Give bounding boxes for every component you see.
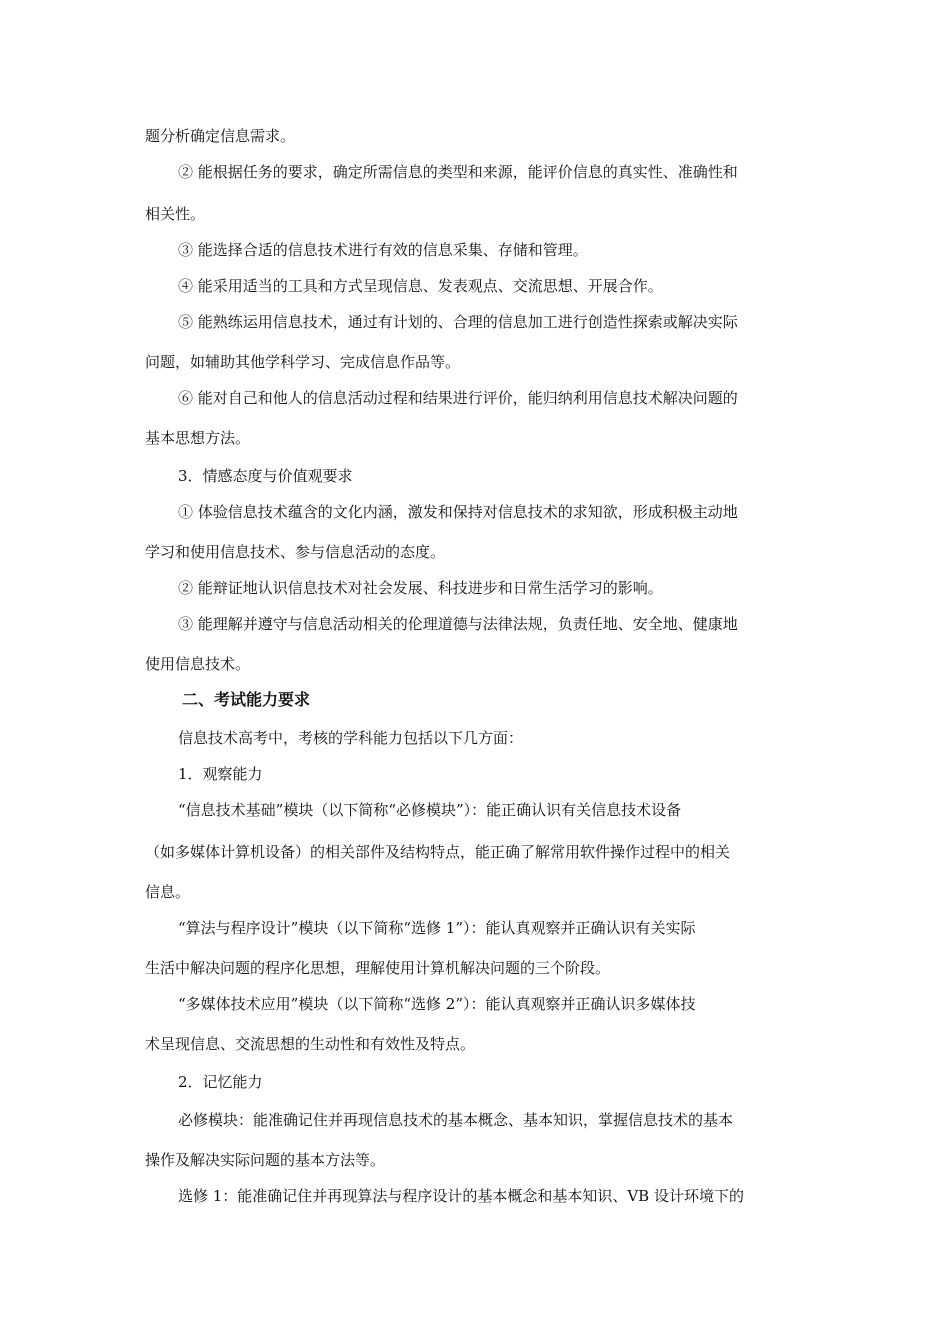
section-heading: 二、考试能力要求: [182, 690, 311, 709]
paragraph-line: 选修 1：能准确记住并再现算法与程序设计的基本概念和基本知识、VB 设计环境下的: [178, 1187, 744, 1205]
paragraph-line: （如多媒体计算机设备）的相关部件及结构特点，能正确了解常用软件操作过程中的相关: [145, 843, 731, 861]
paragraph-line: 相关性。: [145, 205, 206, 223]
paragraph-line: ④ 能采用适当的工具和方式呈现信息、发表观点、交流思想、开展合作。: [178, 277, 663, 295]
paragraph-line: 使用信息技术。: [145, 655, 251, 673]
paragraph-line: 术呈现信息、交流思想的生动性和有效性及特点。: [145, 1035, 476, 1053]
section-subheading: 2．记忆能力: [178, 1073, 263, 1091]
paragraph-line: 信息。: [145, 883, 191, 901]
section-subheading: 1．观察能力: [178, 765, 263, 783]
paragraph-line: 题分析确定信息需求。: [145, 127, 296, 145]
paragraph-line: 问题，如辅助其他学科学习、完成信息作品等。: [145, 353, 461, 371]
paragraph-line: 学习和使用信息技术、参与信息活动的态度。: [145, 543, 446, 561]
paragraph-line: 基本思想方法。: [145, 429, 251, 447]
paragraph-line: “算法与程序设计”模块（以下简称“选修 1”）：能认真观察并正确认识有关实际: [178, 919, 696, 937]
paragraph-line: 信息技术高考中，考核的学科能力包括以下几方面：: [178, 729, 524, 747]
paragraph-line: ⑥ 能对自己和他人的信息活动过程和结果进行评价，能归纳利用信息技术解决问题的: [178, 389, 738, 407]
paragraph-line: 生活中解决问题的程序化思想，理解使用计算机解决问题的三个阶段。: [145, 959, 611, 977]
paragraph-line: ③ 能理解并遵守与信息活动相关的伦理道德与法律法规，负责任地、安全地、健康地: [178, 615, 738, 633]
paragraph-line: 必修模块：能准确记住并再现信息技术的基本概念、基本知识，掌握信息技术的基本: [178, 1111, 734, 1129]
paragraph-line: ③ 能选择合适的信息技术进行有效的信息采集、存储和管理。: [178, 241, 588, 259]
paragraph-line: “信息技术基础”模块（以下简称“必修模块”）：能正确认识有关信息技术设备: [178, 801, 682, 819]
paragraph-line: “多媒体技术应用”模块（以下简称“选修 2”）：能认真观察并正确认识多媒体技: [178, 995, 696, 1013]
paragraph-line: ⑤ 能熟练运用信息技术，通过有计划的、合理的信息加工进行创造性探索或解决实际: [178, 313, 738, 331]
paragraph-line: ② 能辩证地认识信息技术对社会发展、科技进步和日常生活学习的影响。: [178, 579, 663, 597]
paragraph-line: 操作及解决实际问题的基本方法等。: [145, 1151, 386, 1169]
section-subheading: 3．情感态度与价值观要求: [178, 467, 353, 485]
paragraph-line: ① 体验信息技术蕴含的文化内涵，激发和保持对信息技术的求知欲，形成积极主动地: [178, 503, 738, 521]
paragraph-line: ② 能根据任务的要求，确定所需信息的类型和来源，能评价信息的真实性、准确性和: [178, 163, 738, 181]
